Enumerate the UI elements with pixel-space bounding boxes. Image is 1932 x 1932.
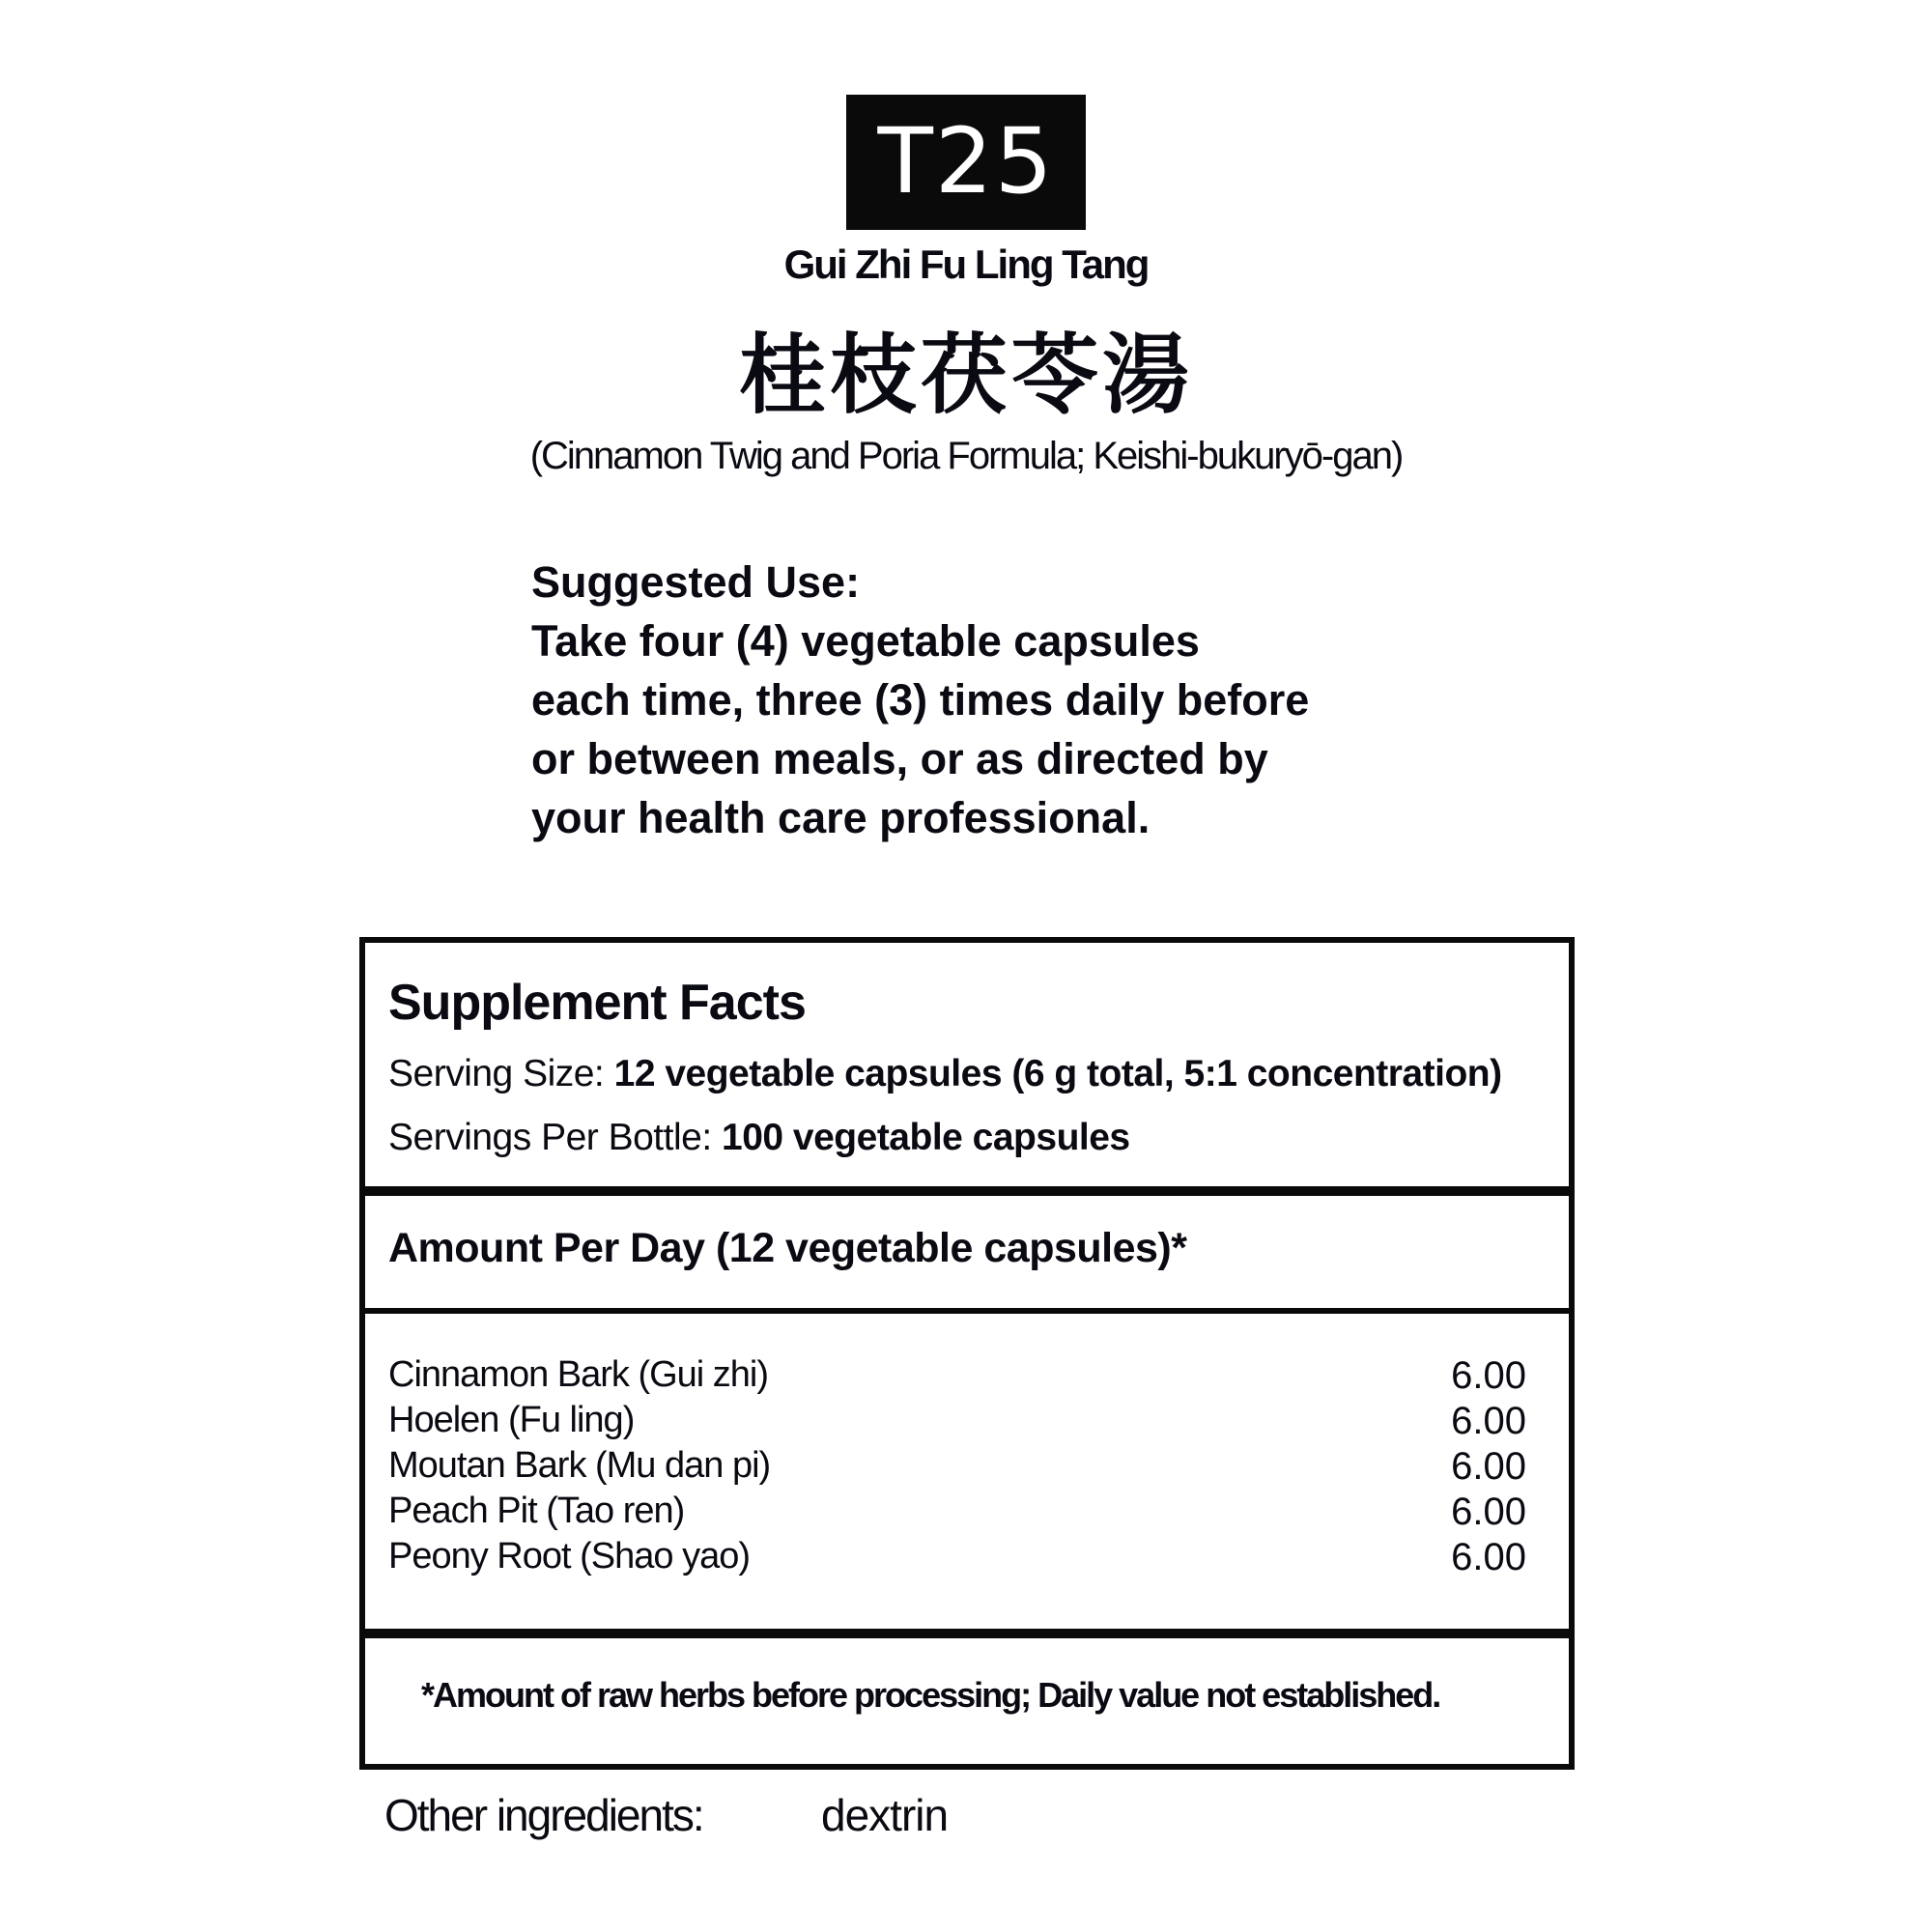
suggested-use-line: or between meals, or as directed by <box>531 734 1268 783</box>
herb-amount: 6.00 <box>1451 1354 1526 1397</box>
suggested-use-line: Take four (4) vegetable capsules <box>531 616 1200 666</box>
amount-heading-section <box>365 1196 1569 1314</box>
chinese-name: 桂枝茯苓湯 <box>739 324 1193 426</box>
suggested-use-block <box>531 553 1449 847</box>
servings-per-value: 100 vegetable capsules <box>722 1117 1130 1158</box>
suggested-use-line: each time, three (3) times daily before <box>531 675 1310 724</box>
list-item <box>388 1400 1526 1444</box>
footnote: *Amount of raw herbs before processing; Daily value not established. <box>421 1675 1440 1715</box>
serving-size <box>388 1053 1502 1095</box>
facts-header-section <box>365 943 1569 1196</box>
list-item <box>388 1354 1526 1399</box>
amount-per-day-heading: Amount Per Day (12 vegetable capsules)* <box>388 1225 1187 1271</box>
supplement-facts-panel <box>359 937 1575 1770</box>
herb-name: Peony Root (Shao yao) <box>388 1536 751 1577</box>
herb-name: Cinnamon Bark (Gui zhi) <box>388 1354 769 1395</box>
supplement-facts-title: Supplement Facts <box>388 975 806 1031</box>
serving-size-value: 12 vegetable capsules (6 g total, 5:1 concentration) <box>613 1053 1502 1094</box>
servings-per-label: Servings Per Bottle: <box>388 1117 712 1158</box>
serving-size-label: Serving Size: <box>388 1053 605 1094</box>
suggested-use-line: your health care professional. <box>531 793 1151 842</box>
herb-amount: 6.00 <box>1451 1445 1526 1488</box>
list-item <box>388 1536 1526 1580</box>
herb-amount: 6.00 <box>1451 1536 1526 1578</box>
herb-amount: 6.00 <box>1451 1491 1526 1533</box>
footnote-section <box>365 1638 1569 1770</box>
other-ingredients-value: dextrin <box>821 1790 949 1840</box>
herb-name: Hoelen (Fu ling) <box>388 1400 635 1440</box>
other-ingredients-label: Other ingredients: <box>384 1790 703 1840</box>
list-item <box>388 1445 1526 1490</box>
list-item <box>388 1491 1526 1535</box>
suggested-use-heading: Suggested Use: <box>531 557 861 607</box>
servings-per-bottle <box>388 1117 1130 1159</box>
herb-amount: 6.00 <box>1451 1400 1526 1442</box>
herb-name: Peach Pit (Tao ren) <box>388 1491 685 1531</box>
herb-list <box>365 1314 1569 1638</box>
herb-name: Moutan Bark (Mu dan pi) <box>388 1445 771 1486</box>
product-code-badge: T25 <box>846 95 1086 230</box>
pinyin-name: Gui Zhi Fu Ling Tang <box>783 242 1149 287</box>
english-name: (Cinnamon Twig and Poria Formula; Keishi-bukuryō-gan) <box>529 435 1403 477</box>
